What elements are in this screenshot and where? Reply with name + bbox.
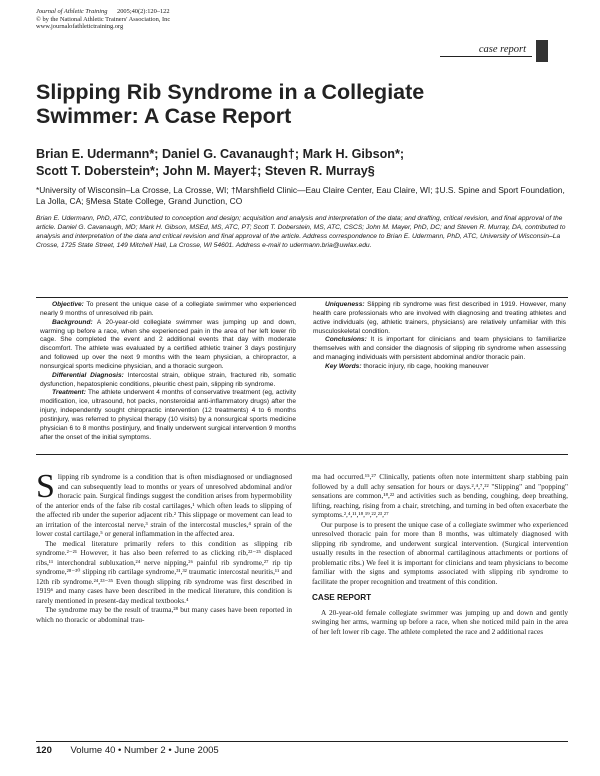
body-paragraph-6: A 20-year-old female collegiate swimmer was jumping up and down and gently swinging her arms, warming up before a race, when she noticed mild pain in the area of her left lower rib cage. The athlete completed the race and 2 additional races xyxy=(312,607,568,636)
abstract-box xyxy=(36,297,568,455)
body-paragraph-3: The syndrome may be the result of trauma,²⁸ but many cases have been reported in which no thoracic or abdominal trau- xyxy=(36,605,292,624)
journal-website: www.journalofathletictraining.org xyxy=(36,23,124,31)
body-paragraph-1 xyxy=(36,468,292,539)
body-paragraph-1-text: lipping rib syndrome is a condition that is often misdiagnosed or undiagnosed and can subsequently lead to months or years of unresolved abdominal and/or thoracic pain. Surgical findings suggest the condition arises from hypermobility of the anterior ends of the false rib costal cartilages,¹ which often leads to slipping of the affected rib under the superior adjacent rib.² This slippage or movement can lead to an irritation of the intercostal nerve,³ strain of the intercostal muscles,⁴ sprain of the lower costal cartilage,⁵ or general inflammation in the affected area. xyxy=(36,472,292,538)
body-paragraph-4: ma had occurred.¹⁵,²⁷ Clinically, patients often note intermittent sharp stabbing pain followed by a dull achy sensation for hours or days.²,⁴,⁷,²² "Slipping" and "popping" sensations are common,¹⁸,²² and activities such as bending, coughing, deep breathing, lifting, reaching, rising from a chair, stretching, and turning in bed often exacerbate the symptoms.²,⁴,¹¹,¹⁸,¹⁹,²²,²³,²⁷ xyxy=(312,472,568,519)
journal-citation-line xyxy=(36,8,170,16)
abstract-differential xyxy=(40,372,296,390)
objective-label: Objective: xyxy=(52,301,84,308)
objective-text: To present the unique case of a collegiate swimmer who experienced nearly 9 months of unresolved rib pain. xyxy=(40,301,296,317)
case-report-heading: CASE REPORT xyxy=(312,593,372,602)
correspondence: Address correspondence to Brian E. Udermann, PhD, ATC, University of Wisconsin–La Crosse, 1725 State Street, 149 Mitchell Hall, La Crosse, WI 54601. Address e-mail to udermann.bria@uwlax.edu. xyxy=(36,232,561,249)
issue-info: Volume 40 • Number 2 • June 2005 xyxy=(70,745,219,756)
body-paragraph-2: The medical literature primarily refers to this condition as slipping rib syndrome.²⁻²¹ However, it has also been referred to as clicking rib,²²⁻²⁵ displaced ribs,¹¹ interchondral subluxation,²⁴ nerve nipping,²⁶ painful rib syndrome,²⁷ rip tip syndrome,²⁸⁻³⁰ slipping rib cartilage syndrome,³¹,³² traumatic intercostal neuritis,¹¹ and 12th rib syndrome.²⁴,³³⁻³⁵ Even though slipping rib syndrome was first described in 1919⁶ and many cases have been described in the medical literature, this condition is rarely mentioned in present-day medical textbooks.⁴ xyxy=(36,538,292,605)
treatment-label: Treatment: xyxy=(52,389,86,397)
section-marker xyxy=(536,40,548,62)
title-line-2: Swimmer: A Case Report xyxy=(36,104,292,128)
keywords-text: thoracic injury, rib cage, hooking maneuver xyxy=(363,362,489,370)
conclusions-label: Conclusions: xyxy=(325,336,367,344)
background-text: A 20-year-old collegiate swimmer was jumping up and down, warming up before a race, when she experienced pain in the area of her left lower rib cage. She completed the event and 2 additional events that day with moderate discomfort. The athlete was evaluated by a certified athletic trainer 3 days postinjury and followed up over the next 9 months with the team physician, a chiropractor, a nonsurgical sports medicine physician, and a thoracic surgeon. xyxy=(40,318,296,370)
footer-rule xyxy=(36,741,568,742)
contributions: Brian E. Udermann, PhD, ATC, contributed to conception and design; acquisition and analysis and interpretation of the data; and drafting, critical revision, and final approval of the article. Daniel G. Cavanaugh, MD; Mark H. Gibson, MSEd, MS, ATC, PT; Scott T. Doberstein, MS, ATC, CSCS; John M. Mayer, PhD, DC; and Steven R. Murray, DA, contributed to analysis and interpretation of the data and critical revision and final approval of the article. xyxy=(36,215,566,240)
background-label: Background: xyxy=(52,318,93,326)
abstract-keywords xyxy=(313,363,566,372)
abstract-uniqueness xyxy=(313,301,566,336)
journal-citation: 2005;40(2):120–122 xyxy=(117,8,170,15)
abstract-conclusions xyxy=(313,336,566,363)
title-line-1: Slipping Rib Syndrome in a Collegiate xyxy=(36,80,425,104)
keywords-label: Key Words: xyxy=(325,362,362,370)
body-column-left xyxy=(36,468,292,624)
journal-copyright: © by the National Athletic Trainers' Association, Inc xyxy=(36,15,171,23)
authors-line-1: Brian E. Udermann*; Daniel G. Cavanaugh†; Mark H. Gibson*; xyxy=(36,147,405,161)
abstract-column-right xyxy=(313,301,566,372)
journal-meta xyxy=(36,8,170,31)
section-tab xyxy=(440,40,548,60)
uniqueness-label: Uniqueness: xyxy=(325,301,365,308)
section-label: case report xyxy=(478,44,526,55)
abstract-background xyxy=(40,319,296,372)
page-footer xyxy=(36,745,219,756)
section-rule xyxy=(440,56,532,57)
abstract-objective xyxy=(40,301,296,319)
differential-text: Intercostal strain, oblique strain, fractured rib, somatic dysfunction, hepatosplenic conditions, pleuritic chest pain, slipping rib syndrome. xyxy=(40,371,296,388)
uniqueness-text: Slipping rib syndrome was first described in 1919. However, many health care professionals who are involved with diagnosing and treating athletes and active individuals (eg, athletic trainers, physicians) are relatively unfamiliar with this musculoskeletal condition. xyxy=(313,301,566,335)
authors-line-2: Scott T. Doberstein*; John M. Mayer‡; Steven R. Murray§ xyxy=(36,164,375,179)
body-column-right xyxy=(312,472,568,636)
differential-label: Differential Diagnosis: xyxy=(52,371,124,379)
abstract-column-left xyxy=(40,301,296,443)
article-title xyxy=(36,80,556,128)
affiliations: *University of Wisconsin–La Crosse, La Crosse, WI; †Marshfield Clinic—Eau Claire Center, Eau Claire, WI; ‡U.S. Spine and Sport Foundation, La Jolla, CA; §Mesa State College, Grand Junction, CO xyxy=(36,185,565,206)
contributions-block xyxy=(36,215,568,251)
conclusions-text: It is important for clinicians and team physicians to familiarize themselves with and consider the diagnosis of slipping rib syndrome when assessing and managing individuals with persistent abdominal and/or thoracic pain. xyxy=(313,336,566,362)
journal-name: Journal of Athletic Training xyxy=(36,8,108,15)
page-number: 120 xyxy=(36,745,52,756)
body-paragraph-5: Our purpose is to present the unique case of a collegiate swimmer who experienced unresolved thoracic pain for more than 8 months, was ultimately diagnosed with slipping rib syndrome, and underwent surgical intervention. (Surgical intervention usually results in the resection of abnormal cartilaginous attachments or portions of problematic ribs.) We feel it is important for clinicians and team physicians to become familiar with the signs and symptoms associated with slipping rib syndrome to facilitate the proper recognition and treatment of this condition. xyxy=(312,519,568,586)
drop-cap: S xyxy=(36,468,55,505)
treatment-text: The athlete underwent 4 months of conservative treatment (eg, activity modification, ice, ultrasound, hot packs, nonsteroidal anti-inflammatory drugs) after the injury, independently sought chiropractic intervention (12 treatments) 4 to 6 months postinjury, was referred to physical therapy (10 visits) by a nonsurgical sports medicine physician 6 to 8 months postinjury, and finally underwent surgical intervention 9 months after the onset of the initial symptoms. xyxy=(40,389,296,441)
author-list xyxy=(36,146,566,180)
abstract-treatment xyxy=(40,389,296,442)
